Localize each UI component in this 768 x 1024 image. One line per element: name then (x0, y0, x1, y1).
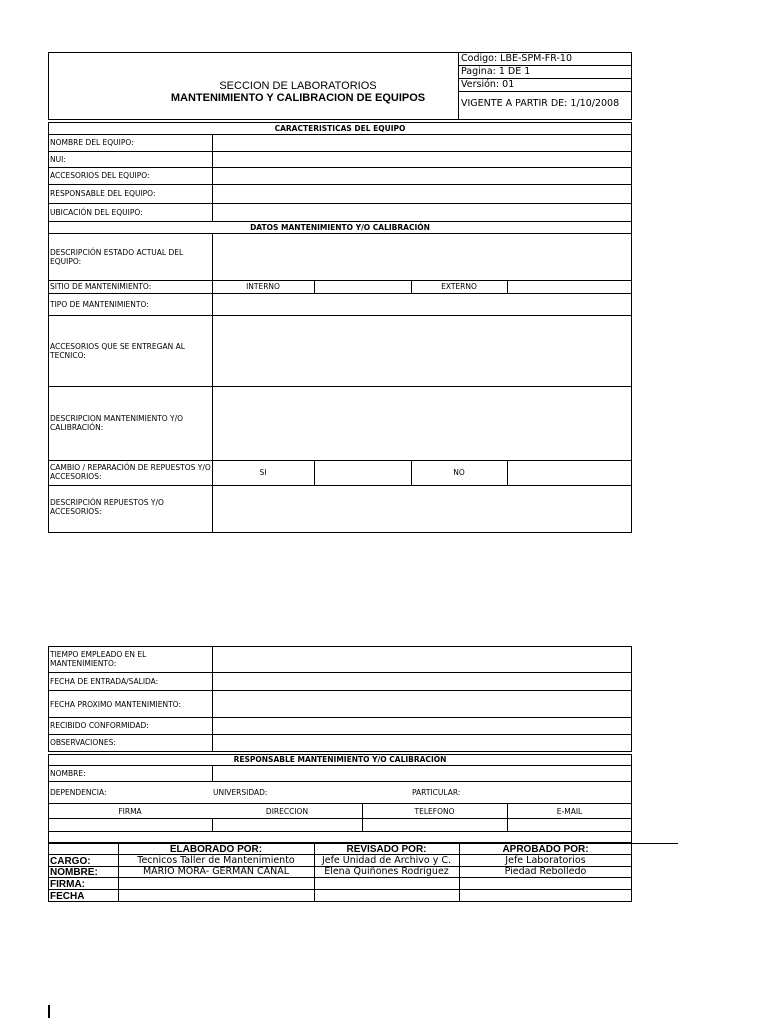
option-si: SI (259, 468, 267, 477)
label-sitio-mantenimiento: SITIO DE MANTENIMIENTO: (50, 282, 152, 291)
label-nombre-tecnico: NOMBRE: (50, 769, 86, 778)
section-title-responsable: RESPONSABLE MANTENIMIENTO Y/O CALIBRACIÓN (233, 755, 447, 764)
cargo-revisado: Jefe Unidad de Archivo y C. (321, 855, 452, 866)
label-fecha-entrada-salida: FECHA DE ENTRADA/SALIDA: (50, 677, 159, 686)
label-recibido-conformidad: RECIBIDO CONFORMIDAD: (50, 721, 149, 730)
aprobado-por-header: APROBADO POR: (502, 844, 589, 855)
label-nombre-firma: NOMBRE: (50, 867, 98, 878)
label-tipo-mantenimiento: TIPO DE MANTENIMIENTO: (50, 300, 149, 309)
section-title-caracteristicas: CARACTERISTICAS DEL EQUIPO (274, 124, 406, 133)
section-title-datos: DATOS MANTENIMIENTO Y/O CALIBRACIÓN (250, 223, 430, 232)
label-descripcion-estado: DESCRIPCIÓN ESTADO ACTUAL DEL EQUIPO: (50, 248, 184, 266)
label-tiempo-empleado: TIEMPO EMPLEADO EN EL MANTENIMIENTO: (50, 650, 147, 668)
cargo-elaborado: Tecnicos Taller de Mantenimiento (137, 855, 295, 866)
label-responsable-equipo: RESPONSABLE DEL EQUIPO: (50, 189, 156, 198)
elaborado-por-header: ELABORADO POR: (169, 844, 263, 855)
col-telefono: TELEFONO (414, 807, 455, 816)
label-accesorios-equipo: ACCESORIOS DEL EQUIPO: (50, 171, 150, 180)
label-accesorios-tecnico: ACCESORIOS QUE SE ENTREGAN AL TECNICO: (50, 342, 185, 360)
label-ubicacion-equipo: UBICACIÓN DEL EQUIPO: (50, 208, 143, 217)
doc-code: Codigo: LBE-SPM-FR-10 (461, 53, 572, 64)
nombre-revisado: Elena Quiñones Rodriguez (324, 866, 449, 877)
nombre-elaborado: MARIO MORA- GERMAN CANAL (142, 866, 290, 877)
label-fecha-proximo: FECHA PROXIMO MANTENIMIENTO: (50, 700, 181, 709)
label-firma: FIRMA: (50, 879, 85, 890)
cargo-aprobado: Jefe Laboratorios (505, 855, 586, 866)
doc-page: Pagina: 1 DE 1 (461, 66, 531, 77)
label-nombre-equipo: NOMBRE DEL EQUIPO: (50, 138, 134, 147)
col-email: E-MAIL (556, 807, 583, 816)
label-descripcion-repuestos: DESCRIPCIÓN REPUESTOS Y/O ACCESORIOS: (50, 498, 164, 516)
option-no: NO (453, 468, 465, 477)
label-universidad: UNIVERSIDAD: (213, 788, 268, 797)
label-cargo: CARGO: (50, 856, 91, 867)
text-cursor (48, 1005, 50, 1018)
col-firma: FIRMA (118, 807, 142, 816)
label-descripcion-mantenimiento: DESCRIPCION MANTENIMIENTO Y/O CALIBRACIÓN: (50, 414, 184, 432)
form-title-line2: MANTENIMIENTO Y CALIBRACION DE EQUIPOS (170, 92, 426, 104)
option-interno: INTERNO (246, 282, 280, 291)
form-title-line1: SECCION DE LABORATORIOS (219, 80, 377, 92)
label-particular: PARTICULAR: (412, 788, 461, 797)
technician-table (48, 754, 632, 843)
revisado-por-header: REVISADO POR: (346, 844, 427, 855)
label-fecha: FECHA (50, 891, 85, 902)
label-dependencia: DEPENDENCIA: (50, 788, 107, 797)
col-direccion: DIRECCION (265, 807, 309, 816)
label-observaciones: OBSERVACIONES: (50, 738, 116, 747)
doc-effective-date: VIGENTE A PARTIR DE: 1/10/2008 (461, 98, 620, 109)
option-externo: EXTERNO (441, 282, 477, 291)
nombre-aprobado: Piedad Rebolledo (504, 866, 587, 877)
label-nui: NUI: (50, 155, 66, 164)
doc-version: Versión: 01 (461, 79, 515, 90)
label-cambio-repuestos: CAMBIO / REPARACIÓN DE REPUESTOS Y/O ACCESORIOS: (50, 463, 211, 481)
